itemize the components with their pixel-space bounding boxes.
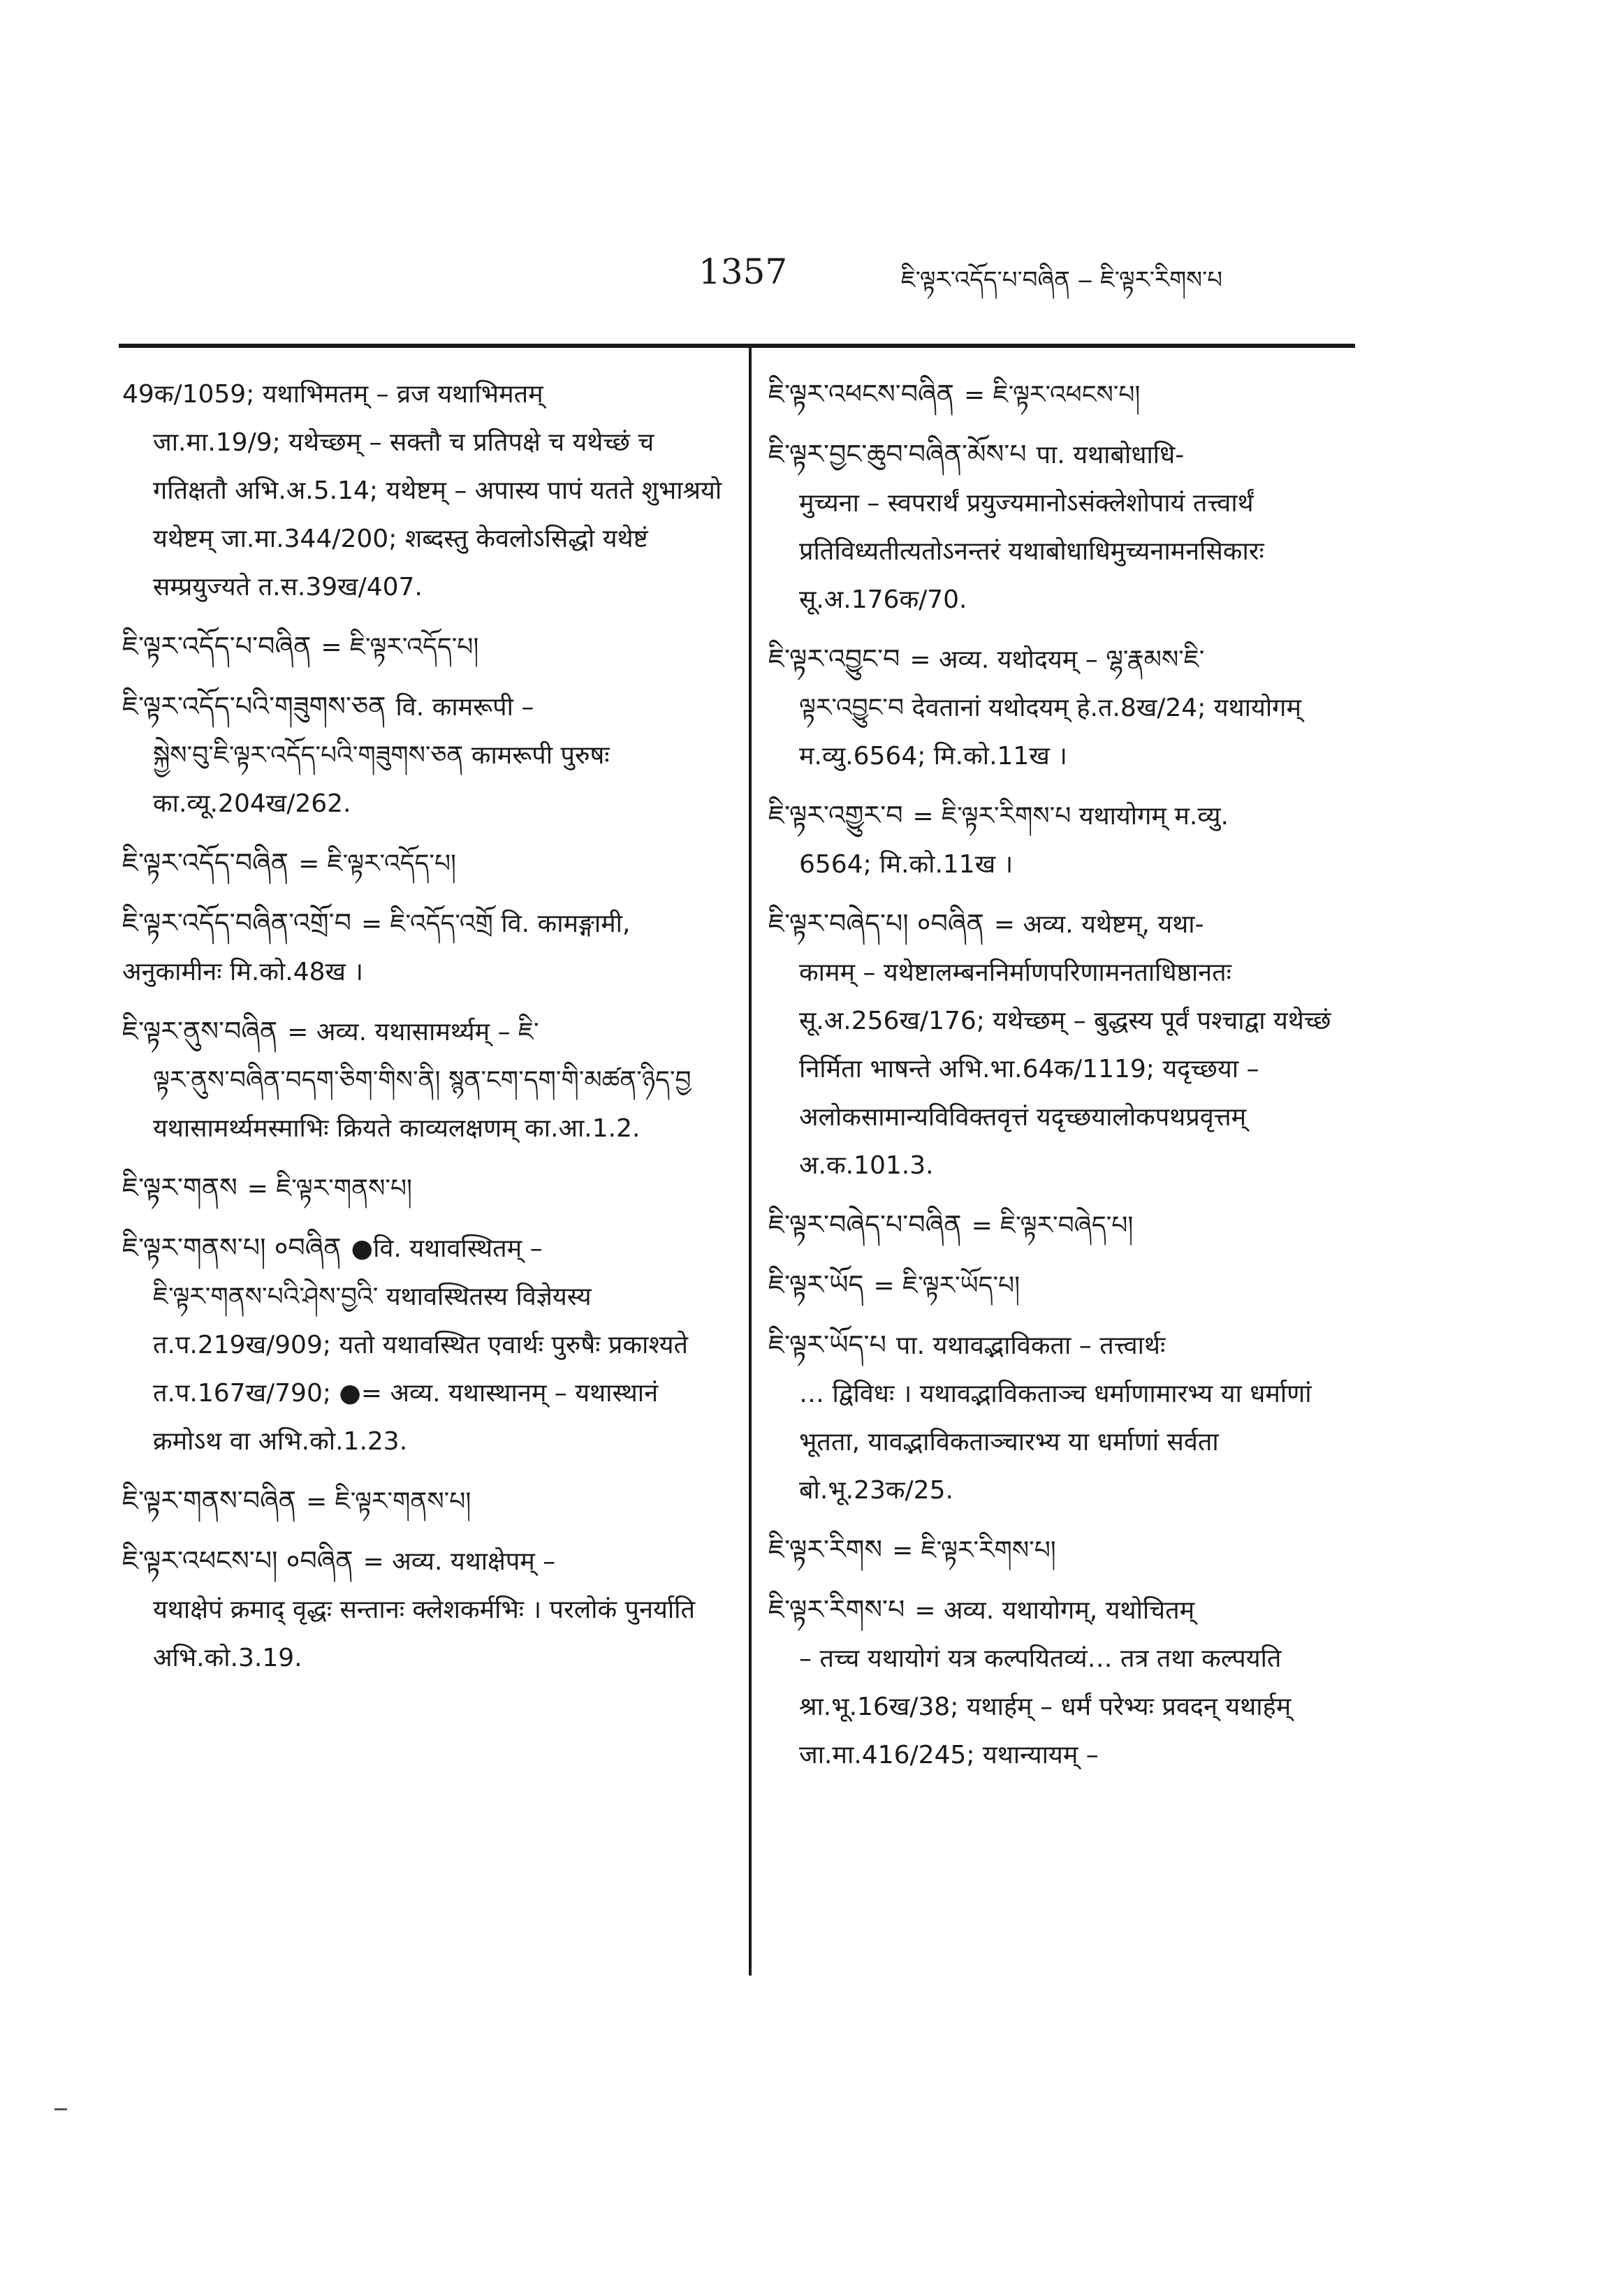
entry-definition: वि. कामरूपी – [395, 693, 534, 722]
entry-definition: = ཇི་ལྟར་ཡོད་པ། [873, 1271, 1021, 1300]
dictionary-entry [122, 1477, 726, 1526]
entry-headword: ཇི་ལྟར་འདོད་པ་བཞིན [122, 631, 312, 662]
entry-headword: ཇི་ལྟར་འཕངས་བཞིན [768, 379, 955, 409]
dictionary-entry [768, 430, 1355, 624]
entry-definition: = अव्य. यथायोगम्, यथोचितम् [914, 1596, 1195, 1625]
entry-headword: ཇི་ལྟར་འབྱུང་བ [768, 643, 900, 674]
dictionary-entry [122, 839, 726, 888]
entry-continuation: यथाक्षेपं क्रमाद् वृद्धः सन्तानः क्लेशकर्मभिः । परलोकं पुनर्याति अभि.को.3.19. [153, 1596, 696, 1672]
entry-headword: ཇི་ལྟར་རིགས [768, 1534, 883, 1565]
dictionary-entry [768, 1526, 1355, 1575]
entry-continuation: ལྟར་ནུས་བཞིན་བདག་ཅིག་གིས་ནི། སྙན་ངག་དག་གི་མཚན་ཉིད་བྱ यथासामर्थ्यमस्माभिः क्रियते काव्यलक्षणम् का.आ.1.2. [153, 1066, 692, 1143]
page-number: 1357 [698, 251, 788, 292]
dictionary-entry [122, 370, 726, 611]
entry-text [122, 1224, 726, 1466]
entry-definition: = अव्य. यथोदयम् – ལྷ་རྣམས་ཇི་ [909, 645, 1205, 674]
footer-mark [54, 2108, 67, 2110]
entry-definition: ●वि. यथावस्थितम् – [351, 1234, 543, 1263]
entry-definition: = अव्य. यथासामर्थ्यम् – ཇི་ [287, 1018, 539, 1046]
entry-definition: = ཇི་ལྟར་གནས་པ། [306, 1487, 471, 1516]
dictionary-entry [122, 1164, 726, 1213]
entry-headword: ཇི་ལྟར་འགྱུར་བ [768, 800, 903, 831]
entry-definition: = ཇི་ལྟར་འདོད་པ། [321, 633, 479, 662]
entry-text [122, 683, 726, 828]
entry-definition: 49क/1059; यथाभिमतम् – व्रज यथाभिमतम् [122, 380, 543, 409]
entry-continuation: ལྟར་འབྱུང་བ देवतानां यथोदयम् हे.त.8ख/24; यथायोगम् म.व्यु.6564; मि.को.11ख । [799, 694, 1301, 771]
column-divider [749, 348, 752, 1976]
entry-text [768, 430, 1355, 624]
dictionary-entry [768, 791, 1355, 889]
entry-headword: ཇི་ལྟར་གནས་པ། ०བཞིན [122, 1232, 342, 1263]
left-column [122, 370, 726, 1998]
entry-headword: ཇི་ལྟར་ཡོད་པ [768, 1329, 886, 1360]
running-head: ཇི་ལྟར་འདོད་པ་བཞིན ‒ ཇི་ལྟར་རིགས་པ [901, 266, 1223, 294]
entry-headword: ཇི་ལྟར་འདོད་བཞིན [122, 847, 289, 878]
dictionary-entry [768, 635, 1355, 780]
entry-text [768, 1586, 1355, 1779]
entry-definition: = ཇི་ལྟར་གནས་པ། [247, 1174, 413, 1203]
entry-headword: ཇི་ལྟར་ཡོད [768, 1269, 864, 1300]
entry-headword: ཇི་ལྟར་རིགས་པ [768, 1594, 905, 1625]
dictionary-entry [768, 370, 1355, 419]
entry-headword: ཇི་ལྟར་འཕངས་པ། ०བཞིན [122, 1545, 353, 1576]
dictionary-entry [122, 683, 726, 828]
right-column [768, 370, 1355, 1998]
entry-continuation: … द्विविधः । यथावद्भाविकताञ्च धर्माणामारभ्य या धर्माणां भूतता, यावद्भाविकताञ्चारभ्य या धर्माणां सर्वता बो.भू.23क/25. [799, 1380, 1312, 1505]
dictionary-entry [122, 899, 726, 996]
entry-headword: ཇི་ལྟར་གནས [122, 1172, 237, 1203]
entry-text [768, 1526, 1355, 1575]
dictionary-entry [122, 1007, 726, 1153]
header-rule [119, 344, 1355, 348]
entry-text [122, 839, 726, 888]
entry-text [768, 635, 1355, 780]
dictionary-entry [768, 1586, 1355, 1779]
entry-definition: पा. यथाबोधाधि- [1036, 441, 1185, 469]
entry-text [768, 1201, 1355, 1250]
dictionary-entry [768, 1321, 1355, 1514]
entry-continuation: जा.मा.19/9; यथेच्छम् – सक्तौ च प्रतिपक्षे च यथेच्छं च गतिक्षतौ अभि.अ.5.14; यथेष्टम् – अपास्य पापं यतते शुभाश्रयो यथेष्टम् जा.मा.344/200; शब्दस्तु केवलोऽसिद्धो यथेष्टं सम्प्रयुज्यते त.स.39ख/407. [153, 428, 722, 601]
entry-text [768, 1261, 1355, 1310]
entry-headword: ཇི་ལྟར་འདོད་པའི་གཟུགས་ཅན [122, 691, 386, 722]
entry-continuation: मुच्यना – स्वपरार्थं प्रयुज्यमानोऽसंक्लेशोपायं तत्त्वार्थं प्रतिविध्यतीत्यतोऽनन्तरं यथाबोधाधिमुच्यनामनसिकारः सू.अ.176क/70. [799, 489, 1264, 614]
entry-text [122, 622, 726, 671]
entry-text [768, 900, 1355, 1190]
entry-continuation: 6564; मि.को.11ख । [799, 850, 1014, 879]
entry-definition: = अव्य. यथेष्टम्, यथा- [993, 910, 1204, 939]
entry-text [122, 1477, 726, 1526]
entry-headword: ཇི་ལྟར་ནུས་བཞིན [122, 1016, 278, 1046]
entry-headword: ཇི་ལྟར་གནས་བཞིན [122, 1485, 297, 1516]
entry-continuation: ཇི་ལྟར་གནས་པའི་ཤེས་བྱའི་ यथावस्थितस्य विज्ञेयस्य त.प.219ख/909; यतो यथावस्थित एवार्थः पुरुषैः प्रकाश्यते त.प.167ख/790; ●= अव्य. यथास्थानम् – यथास्थानं क्रमोऽथ वा अभि.को.1.23. [153, 1283, 689, 1456]
entry-text [122, 899, 726, 996]
dictionary-entry [122, 622, 726, 671]
dictionary-entry [768, 900, 1355, 1190]
dictionary-entry [122, 1537, 726, 1682]
entry-continuation: कामम् – यथेष्टालम्बननिर्माणपरिणामनताधिष्ठानतः सू.अ.256ख/176; यथेच्छम् – बुद्धस्य पूर्वं पश्चाद्वा यथेच्छं निर्मिता भाषन्ते अभि.भा.64क/1119; यदृच्छया – अलोकसामान्यविविक्तवृत्तं यदृच्छयालोकपथप्रवृत्तम् अ.क.101.3. [799, 958, 1331, 1180]
entry-headword: ཇི་ལྟར་བཞེད་པ། ०བཞིན [768, 908, 984, 939]
entry-definition: = अव्य. यथाक्षेपम् – [363, 1547, 556, 1576]
entry-definition: = ཇི་ལྟར་བཞེད་པ། [971, 1211, 1134, 1240]
entry-text [768, 1321, 1355, 1514]
entry-continuation: སྐྱེས་བུ་ཇི་ལྟར་འདོད་པའི་གཟུགས་ཅན कामरूपी पुरुषः का.व्यू.204ख/262. [153, 741, 610, 818]
dictionary-entry [122, 1224, 726, 1466]
entry-definition: = ཇི་ལྟར་འཕངས་པ། [964, 381, 1141, 409]
entry-definition: = ཇི་ལྟར་རིགས་པ यथायोगम् म.व्यु. [912, 802, 1229, 831]
entry-definition: = ཇི་ལྟར་རིགས་པ། [892, 1536, 1056, 1565]
entry-headword: ཇི་ལྟར་འདོད་བཞིན་འགྲོ་བ [122, 907, 351, 938]
entry-text [768, 791, 1355, 889]
dictionary-entry [768, 1201, 1355, 1250]
dictionary-entry [768, 1261, 1355, 1310]
entry-text [122, 370, 726, 611]
entry-headword: ཇི་ལྟར་བྱང་ཆུབ་བཞིན་མོས་པ [768, 439, 1027, 469]
entry-text [768, 370, 1355, 419]
entry-text [122, 1537, 726, 1682]
entry-continuation: – तच्च यथायोगं यत्र कल्पयितव्यं… तत्र तथा कल्पयति श्रा.भू.16ख/38; यथार्हम् – धर्मं परेभ्यः प्रवदन् यथार्हम् जा.मा.416/245; यथान्यायम् – [799, 1644, 1292, 1769]
entry-definition: = ཇི་ལྟར་འདོད་པ། [298, 849, 457, 878]
entry-text [122, 1007, 726, 1153]
entry-definition: पा. यथावद्भाविकता – तत्त्वार्थः [895, 1331, 1166, 1360]
entry-headword: ཇི་ལྟར་བཞེད་པ་བཞིན [768, 1209, 962, 1240]
entry-text [122, 1164, 726, 1213]
entry-definition: = ཇི་འདོད་འགྲོ वि. कामङ्गामी, अनुकामीनः मि.को.48ख । [122, 910, 631, 986]
